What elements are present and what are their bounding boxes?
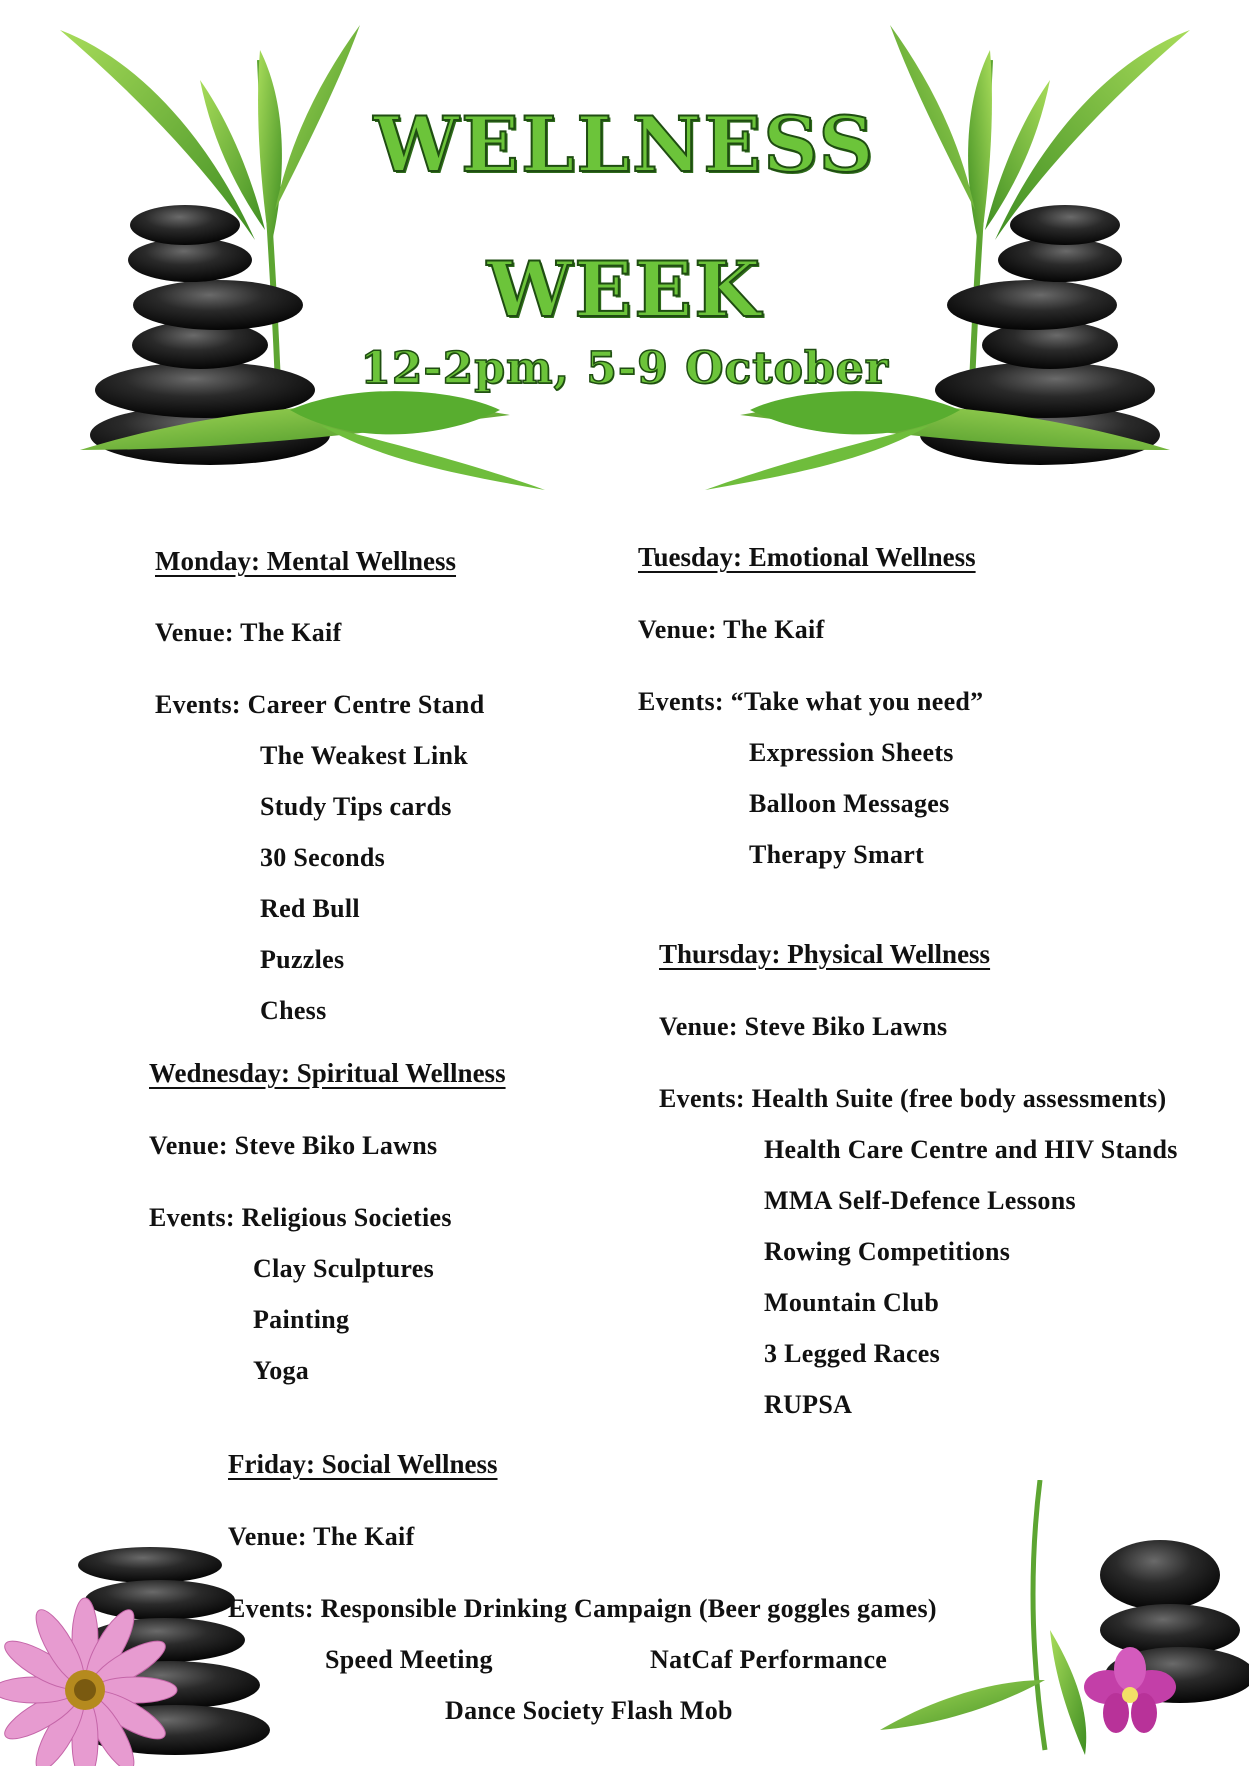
monday-heading: Monday: Mental Wellness xyxy=(155,546,457,576)
tuesday-event: Events: “Take what you need” xyxy=(638,687,984,716)
wednesday-event: Yoga xyxy=(253,1356,310,1385)
friday-venue: Venue: The Kaif xyxy=(228,1522,415,1551)
thursday-event: RUPSA xyxy=(764,1390,853,1419)
monday-venue: Venue: The Kaif xyxy=(155,618,342,647)
monday-event: Events: Career Centre Stand xyxy=(155,690,485,719)
tuesday-venue: Venue: The Kaif xyxy=(638,615,825,644)
tuesday-event: Balloon Messages xyxy=(749,789,950,818)
bottom-left-stones-daisy-icon xyxy=(0,1540,270,1766)
thursday-event: 3 Legged Races xyxy=(764,1339,941,1368)
thursday-event: Rowing Competitions xyxy=(764,1237,1011,1266)
monday-event: Study Tips cards xyxy=(260,792,452,821)
wednesday-event: Clay Sculptures xyxy=(253,1254,434,1283)
monday-event: Puzzles xyxy=(260,945,345,974)
monday-event: The Weakest Link xyxy=(260,741,469,770)
thursday-heading: Thursday: Physical Wellness xyxy=(659,939,991,969)
wednesday-event: Events: Religious Societies xyxy=(149,1203,452,1232)
monday-event: 30 Seconds xyxy=(260,843,386,872)
friday-event: Dance Society Flash Mob xyxy=(445,1696,733,1725)
title-time-date: 12-2pm, 5-9 October xyxy=(360,343,889,394)
wednesday-venue: Venue: Steve Biko Lawns xyxy=(149,1131,438,1160)
friday-event: Speed Meeting xyxy=(325,1645,493,1674)
thursday-venue: Venue: Steve Biko Lawns xyxy=(659,1012,948,1041)
friday-event: Events: Responsible Drinking Campaign (Beer goggles games) xyxy=(228,1594,937,1623)
monday-event: Red Bull xyxy=(260,894,360,923)
thursday-event: Mountain Club xyxy=(764,1288,940,1317)
thursday-event: Events: Health Suite (free body assessments) xyxy=(659,1084,1167,1113)
monday-event: Chess xyxy=(260,996,327,1025)
friday-heading: Friday: Social Wellness xyxy=(228,1449,498,1479)
title-week: WEEK xyxy=(486,245,763,334)
tuesday-event: Expression Sheets xyxy=(749,738,954,767)
thursday-event: MMA Self-Defence Lessons xyxy=(764,1186,1076,1215)
tuesday-heading: Tuesday: Emotional Wellness xyxy=(638,542,976,572)
tuesday-event: Therapy Smart xyxy=(749,840,925,869)
friday-event: NatCaf Performance xyxy=(650,1645,888,1674)
wednesday-event: Painting xyxy=(253,1305,350,1334)
wednesday-heading: Wednesday: Spiritual Wellness xyxy=(149,1058,506,1088)
thursday-event: Health Care Centre and HIV Stands xyxy=(764,1135,1178,1164)
title-wellness: WELLNESS xyxy=(373,100,876,189)
